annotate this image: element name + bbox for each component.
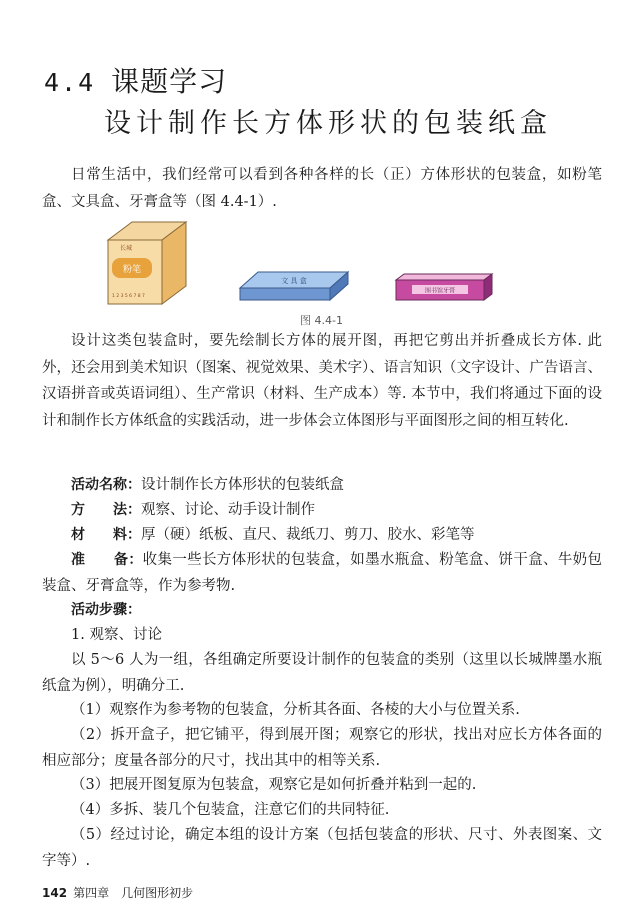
- section-number: 4.4: [44, 68, 96, 97]
- step-item-2: （2）拆开盒子，把它铺平，得到展开图；观察它的形状，找出对应长方体各面的相应部分；度量各部分的尺寸，找出其中的相等关系.: [42, 727, 602, 769]
- section-heading: [44, 60, 227, 100]
- material-row: [42, 522, 602, 548]
- figure-caption: 图 4.4-1: [300, 314, 343, 327]
- stationery-box-label: 文 具 盒: [281, 277, 307, 285]
- toothpaste-box-image: [396, 274, 492, 300]
- step-item-1: （1）观察作为参考物的包装盒，分析其各面、各棱的大小与位置关系.: [71, 702, 520, 718]
- material-value: 厚（硬）纸板、直尺、裁纸刀、剪刀、胶水、彩笔等: [141, 527, 475, 543]
- activity-name-label: 活动名称：: [71, 477, 141, 493]
- method-label: 方 法：: [71, 502, 141, 518]
- step1-text: 以 5～6 人为一组，各组确定所要设计制作的包装盒的类别（这里以长城牌墨水瓶纸盒为例），明确分工.: [42, 652, 602, 694]
- activity-name-value: 设计制作长方体形状的包装纸盒: [141, 477, 344, 493]
- chalk-box-label: 粉笔: [122, 265, 142, 275]
- chalk-box-bottom: 1 2 3 5 6 7 8 7: [112, 294, 145, 299]
- toothpaste-box-label: 图书馆牙膏: [424, 287, 456, 295]
- intro-paragraph: 日常生活中，我们经常可以看到各种各样的长（正）方体形状的包装盒，如粉笔盒、文具盒、牙膏盒等（图 4.4-1）.: [42, 167, 602, 210]
- step-item-4: （4）多拆、装几个包装盒，注意它们的共同特征.: [71, 802, 390, 818]
- chapter-title: 第四章 几何图形初步: [73, 886, 194, 900]
- page-number: 142: [42, 886, 68, 900]
- prep-label: 准 备：: [71, 552, 143, 568]
- section-subtitle: 设计制作长方体形状的包装纸盒: [104, 108, 552, 139]
- section-label: 课题学习: [111, 65, 228, 98]
- step1-title: 1. 观察、讨论: [71, 627, 162, 643]
- page-footer: [42, 884, 193, 901]
- design-paragraph: 设计这类包装盒时，要先绘制长方体的展开图，再把它剪出并折叠成长方体. 此外，还会用到美术知识（图案、视觉效果、美术字）、语言知识（文字设计、广告语言、汉语拼音或英语词组）、生产常识（材料、生产成本）等. 本节中，我们将通过下面的设计和制作长方体纸盒的实践活动，进一步体会立体图形与平面图形之间的相互转化.: [42, 333, 602, 429]
- activity-name-row: [42, 472, 602, 498]
- step-item-3: （3）把展开图复原为包装盒，观察它是如何折叠并粘到一起的.: [71, 777, 477, 793]
- stationery-box-image: [240, 272, 348, 300]
- prep-row: [42, 547, 602, 599]
- steps-row: [42, 597, 602, 623]
- chalk-box-image: [108, 222, 186, 304]
- chalk-box-top: 长城: [120, 245, 133, 252]
- material-label: 材 料：: [71, 527, 141, 543]
- method-row: [42, 497, 602, 523]
- method-value: 观察、讨论、动手设计制作: [141, 502, 315, 518]
- prep-value: 收集一些长方体形状的包装盒，如墨水瓶盒、粉笔盒、饼干盒、牛奶包装盒、牙膏盒等，作为参考物.: [42, 552, 603, 594]
- step-item-5: （5）经过讨论，确定本组的设计方案（包括包装盒的形状、尺寸、外表图案、文字等）.: [42, 827, 602, 869]
- steps-label: 活动步骤：: [71, 602, 141, 618]
- figure-packaging-boxes: [100, 220, 520, 312]
